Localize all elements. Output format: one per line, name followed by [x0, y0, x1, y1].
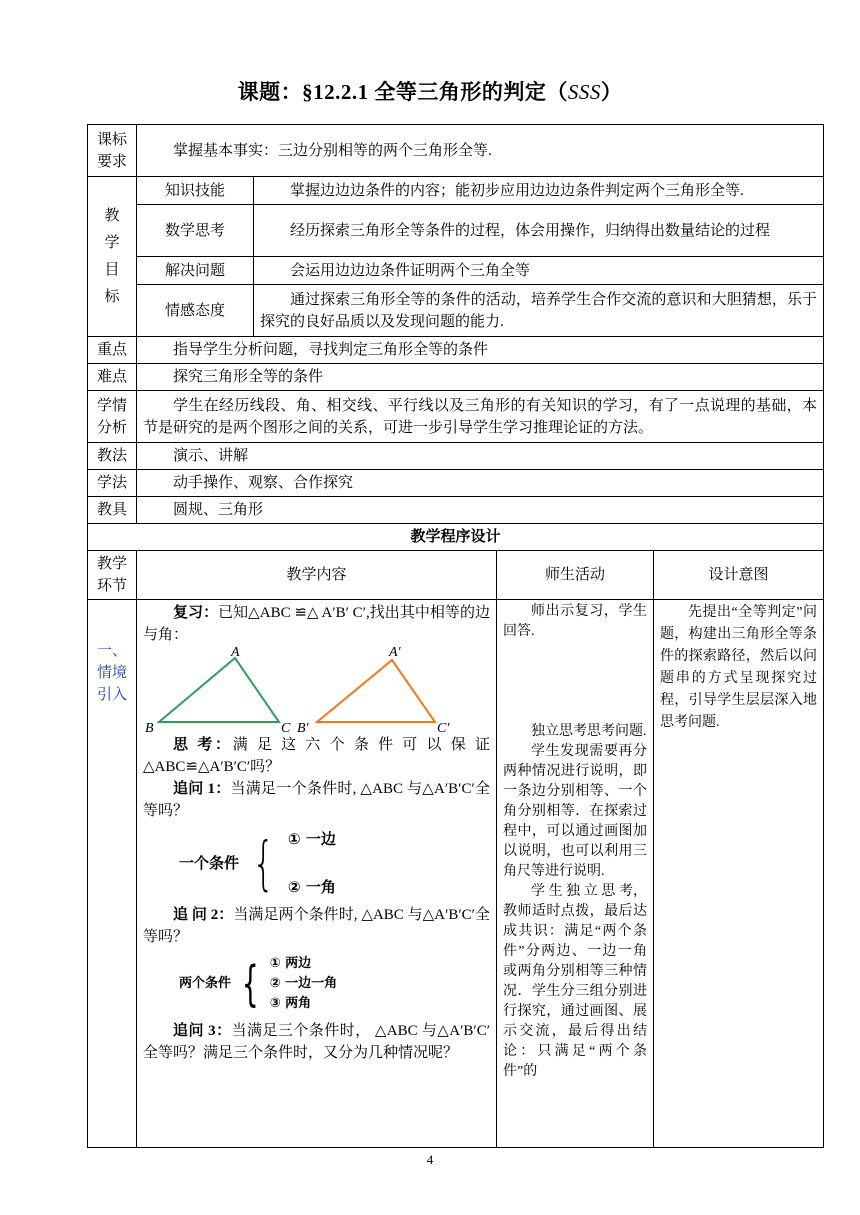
- text-difficulty: 探究三角形全等的条件: [137, 364, 824, 391]
- col-stage: 教学环节: [88, 551, 137, 600]
- goal-text-knowledge: 掌握边边边条件的内容；能初步应用边边边条件判定两个三角形全等.: [254, 177, 824, 205]
- text-teaching-method: 演示、讲解: [137, 443, 824, 470]
- col-activity: 师生活动: [497, 551, 654, 600]
- label-B: B: [145, 721, 154, 734]
- label-key: 重点: [88, 337, 137, 364]
- label-standard: 课标要求: [88, 125, 137, 177]
- lesson-plan-table: [87, 124, 824, 1148]
- page-title: 课题：§12.2.1 全等三角形的判定（SSS）: [237, 80, 623, 104]
- one-condition-block: 一个条件 { ① 一边 ② 一角: [179, 829, 336, 897]
- two-condition-block: 两个条件 { ① 两边 ② 一边一角 ③ 两角: [179, 956, 338, 1012]
- triangle-a1b1c1: [317, 660, 435, 722]
- text-learning-method: 动手操作、观察、合作探究: [137, 470, 824, 497]
- design-heading: 教学程序设计: [88, 524, 824, 551]
- label-goals: 教学目标: [88, 177, 137, 337]
- label-learning-method: 学法: [88, 470, 137, 497]
- text-key: 指导学生分析问题，寻找判定三角形全等的条件: [137, 337, 824, 364]
- goal-text-attitude: 通过探索三角形全等的条件的活动，培养学生合作交流的意识和大胆猜想，乐于探究的良好品质以及发现问题的能力.: [254, 285, 824, 337]
- label-B1: B′: [297, 721, 309, 734]
- col-intent: 设计意图: [654, 551, 824, 600]
- triangle-abc: [159, 658, 279, 722]
- col-content: 教学内容: [137, 551, 497, 600]
- goal-name-thinking: 数学思考: [137, 205, 254, 257]
- label-C1: C′: [437, 721, 450, 734]
- label-A1: A′: [389, 646, 401, 660]
- text-analysis: 学生在经历线段、角、相交线、平行线以及三角形的有关知识的学习，有了一点说理的基础，本节是研究的是两个图形之间的关系，可进一步引导学生学习推理论证的方法。: [137, 391, 824, 443]
- label-teaching-method: 教法: [88, 443, 137, 470]
- label-C: C: [281, 721, 291, 734]
- page-number: 4: [426, 1152, 434, 1167]
- goal-text-thinking: 经历探索三角形全等条件的过程，体会用操作，归纳得出数量结论的过程: [254, 205, 824, 257]
- text-standard: 掌握基本事实：三边分别相等的两个三角形全等.: [137, 125, 824, 177]
- label-difficulty: 难点: [88, 364, 137, 391]
- goal-name-attitude: 情感态度: [137, 285, 254, 337]
- label-analysis: 学情分析: [88, 391, 137, 443]
- intent-cell: 先提出“全等判定”问题，构建出三角形全等条件的探索路径，然后以问题串的方式呈现探究过程，引导学生层层深入地思考问题.: [654, 600, 824, 1148]
- stage-label: 一、情境引入: [88, 600, 137, 1148]
- row-standard: [88, 125, 824, 177]
- text-tools: 圆规、三角形: [137, 497, 824, 524]
- label-tools: 教具: [88, 497, 137, 524]
- goal-text-solving: 会运用边边边条件证明两个三角全等: [254, 257, 824, 285]
- content-cell: 复习：已知△ABC ≌△ A′B′ C′,找出其中相等的边与角： A B C A′ B′ C′ 思 考：满 足 这 六 个 条 件 可 以 保 证 △ABC≌△A′B′C′吗？ 追问 1：当满足一个条件时, △ABC 与△A′B′C′全等吗？ 一个条件 { ① 一边 ② 一角 追 问 2：当满足两个条件时, △ABC 与△A′B′C′全等吗？ 两个条件 { ① 两边 ② 一边一角 ③ 两角 追问 3：当满足三个条件时， △ABC 与△A′B′C′全等吗？满足三个条件时，又分为几种情况呢？: [137, 600, 497, 1148]
- goal-name-solving: 解决问题: [137, 257, 254, 285]
- activity-cell: 师出示复习，学生回答. 独立思考思考问题. 学生发现需要再分两种情况进行说明，即一条边分别相等、一个角分别相等．在探索过程中，可以通过画图加以说明，也可以利用三角尺等进行说明. 学 生 独 立 思 考，教师适时点拨，最后达成共识：满足“两个条件”分两边、一边一角或两角分别相等三种情况．学生分三组分别进行探究，通过画图、展示交流，最后得出结论：只满足“两个条件”的: [497, 600, 654, 1148]
- goal-name-knowledge: 知识技能: [137, 177, 254, 205]
- triangle-figure: [143, 646, 483, 734]
- label-A: A: [231, 646, 240, 660]
